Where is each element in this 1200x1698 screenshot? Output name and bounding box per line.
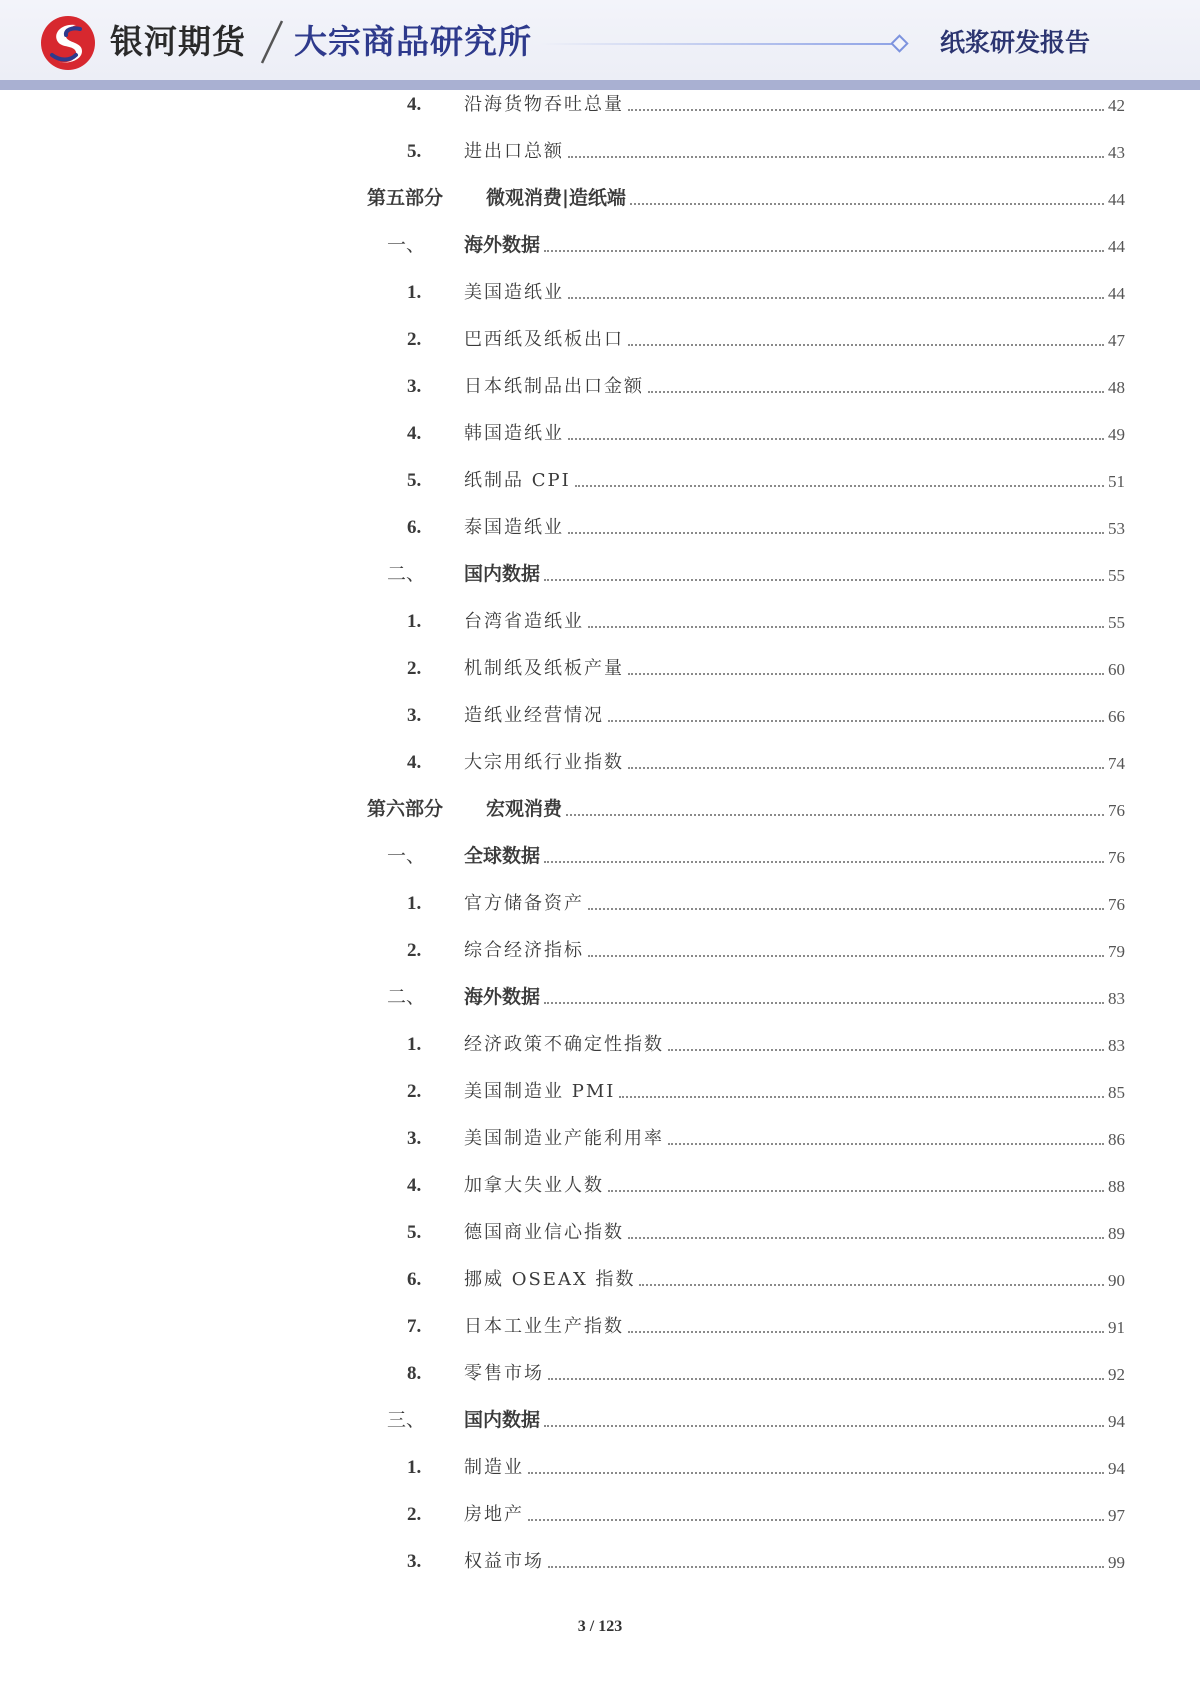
page-header — [0, 0, 1200, 80]
toc-entry[interactable] — [0, 1028, 1200, 1060]
toc-entry-title: 房地产 — [464, 1504, 524, 1525]
toc-entry-page: 91 — [1108, 1318, 1125, 1337]
toc-leader-dots — [528, 1519, 1104, 1521]
toc-entry-page: 97 — [1108, 1506, 1125, 1525]
toc-entry[interactable] — [0, 276, 1200, 308]
toc-entry-title: 进出口总额 — [464, 141, 564, 162]
toc-entry[interactable] — [0, 182, 1200, 214]
toc-entry[interactable] — [0, 887, 1200, 919]
toc-leader-dots — [668, 1143, 1104, 1145]
toc-leader-dots — [548, 1566, 1104, 1568]
toc-entry-title: 大宗用纸行业指数 — [464, 752, 624, 773]
toc-leader-dots — [544, 1002, 1104, 1004]
toc-leader-dots — [668, 1049, 1104, 1051]
yinhe-logo-icon — [40, 15, 96, 71]
toc-entry-title: 加拿大失业人数 — [464, 1175, 604, 1196]
toc-entry-page: 88 — [1108, 1177, 1125, 1196]
toc-entry-number: 5. — [407, 141, 422, 162]
toc-entry[interactable] — [0, 1122, 1200, 1154]
toc-entry-title: 韩国造纸业 — [464, 423, 564, 444]
toc-entry-number: 1. — [407, 1034, 422, 1055]
toc-leader-dots — [588, 908, 1104, 910]
toc-leader-dots — [630, 203, 1104, 205]
toc-entry[interactable] — [0, 699, 1200, 731]
toc-entry[interactable] — [0, 1310, 1200, 1342]
toc-entry-page: 83 — [1108, 989, 1125, 1008]
toc-entry-page: 76 — [1108, 848, 1125, 867]
slash-divider — [256, 17, 286, 67]
toc-entry-page: 48 — [1108, 378, 1125, 397]
toc-entry-number: 第五部分 — [367, 187, 444, 209]
toc-entry-title: 日本工业生产指数 — [464, 1316, 624, 1337]
toc-entry-number: 二、 — [387, 563, 426, 585]
toc-entry-page: 55 — [1108, 566, 1125, 585]
toc-entry-number: 1. — [407, 611, 422, 632]
toc-leader-dots — [568, 438, 1104, 440]
toc-leader-dots — [575, 485, 1104, 487]
toc-entry[interactable] — [0, 1404, 1200, 1436]
toc-entry-page: 76 — [1108, 895, 1125, 914]
toc-entry-number: 6. — [407, 517, 422, 538]
toc-leader-dots — [568, 297, 1104, 299]
toc-entry-number: 4. — [407, 1175, 422, 1196]
toc-leader-dots — [628, 344, 1104, 346]
toc-entry-title: 制造业 — [464, 1457, 524, 1478]
toc-entry-number: 2. — [407, 940, 422, 961]
diamond-icon — [890, 34, 908, 52]
toc-leader-dots — [639, 1284, 1104, 1286]
toc-entry-number: 1. — [407, 893, 422, 914]
toc-entry[interactable] — [0, 840, 1200, 872]
toc-entry-title: 权益市场 — [464, 1551, 544, 1572]
toc-entry-number: 3. — [407, 1551, 422, 1572]
toc-entry-page: 51 — [1108, 472, 1125, 491]
toc-entry-title: 造纸业经营情况 — [464, 705, 604, 726]
toc-entry-page: 47 — [1108, 331, 1125, 350]
toc-entry-page: 60 — [1108, 660, 1125, 679]
toc-entry-page: 66 — [1108, 707, 1125, 726]
toc-entry-title: 纸制品 CPI — [464, 470, 571, 491]
toc-entry-number: 7. — [407, 1316, 422, 1337]
toc-entry[interactable] — [0, 1216, 1200, 1248]
toc-entry-page: 44 — [1108, 237, 1125, 256]
toc-leader-dots — [568, 532, 1104, 534]
toc-entry-number: 第六部分 — [367, 798, 444, 820]
toc-leader-dots — [544, 1425, 1104, 1427]
toc-entry[interactable] — [0, 793, 1200, 825]
toc-entry-title: 美国造纸业 — [464, 282, 564, 303]
toc-leader-dots — [544, 861, 1104, 863]
toc-entry-title: 巴西纸及纸板出口 — [464, 329, 624, 350]
toc-entry-page: 83 — [1108, 1036, 1125, 1055]
toc-entry[interactable] — [0, 605, 1200, 637]
toc-leader-dots — [548, 1378, 1104, 1380]
toc-entry[interactable] — [0, 370, 1200, 402]
toc-entry[interactable] — [0, 135, 1200, 167]
toc-entry[interactable] — [0, 88, 1200, 120]
toc-entry[interactable] — [0, 1075, 1200, 1107]
toc-entry-page: 79 — [1108, 942, 1125, 961]
toc-entry[interactable] — [0, 981, 1200, 1013]
toc-entry-page: 94 — [1108, 1459, 1125, 1478]
toc-entry-page: 44 — [1108, 190, 1125, 209]
toc-entry-number: 2. — [407, 1504, 422, 1525]
toc-entry[interactable] — [0, 558, 1200, 590]
toc-entry[interactable] — [0, 511, 1200, 543]
toc-entry-title: 泰国造纸业 — [464, 517, 564, 538]
toc-entry-title: 美国制造业 PMI — [464, 1081, 616, 1102]
toc-entry-number: 一、 — [387, 234, 426, 256]
toc-leader-dots — [628, 767, 1104, 769]
toc-entry-title: 国内数据 — [464, 1409, 541, 1431]
toc-entry[interactable] — [0, 746, 1200, 778]
toc-leader-dots — [608, 720, 1104, 722]
toc-entry-title: 经济政策不确定性指数 — [464, 1034, 664, 1055]
toc-entry-page: 55 — [1108, 613, 1125, 632]
toc-entry-page: 44 — [1108, 284, 1125, 303]
toc-entry-number: 5. — [407, 1222, 422, 1243]
toc-entry-title: 微观消费|造纸端 — [486, 187, 626, 209]
toc-entry-title: 海外数据 — [464, 234, 541, 256]
page-indicator: 3 / 123 — [577, 1618, 623, 1635]
toc-entry-title: 官方储备资产 — [464, 893, 584, 914]
toc-entry-page: 85 — [1108, 1083, 1125, 1102]
toc-entry-title: 美国制造业产能利用率 — [464, 1128, 664, 1149]
toc-leader-dots — [528, 1472, 1104, 1474]
toc-entry-number: 3. — [407, 705, 422, 726]
toc-entry-page: 86 — [1108, 1130, 1125, 1149]
toc-entry-title: 全球数据 — [464, 845, 541, 867]
toc-entry-page: 99 — [1108, 1553, 1125, 1572]
toc-entry[interactable] — [0, 1263, 1200, 1295]
toc-entry-page: 90 — [1108, 1271, 1125, 1290]
toc-leader-dots — [566, 814, 1104, 816]
toc-entry-title: 国内数据 — [464, 563, 541, 585]
toc-entry-title: 德国商业信心指数 — [464, 1222, 624, 1243]
toc-entry-page: 89 — [1108, 1224, 1125, 1243]
report-title: 纸浆研发报告 — [940, 28, 1091, 57]
toc-entry[interactable] — [0, 1357, 1200, 1389]
toc-entry-number: 1. — [407, 282, 422, 303]
toc-entry[interactable] — [0, 1545, 1200, 1577]
toc-entry-title: 综合经济指标 — [464, 940, 584, 961]
brand-name: 银河期货 — [110, 22, 246, 61]
toc-entry-number: 2. — [407, 658, 422, 679]
toc-entry-number: 2. — [407, 1081, 422, 1102]
toc-entry[interactable] — [0, 652, 1200, 684]
toc-entry-title: 台湾省造纸业 — [464, 611, 584, 632]
toc-entry-number: 三、 — [387, 1409, 426, 1431]
toc-entry-title: 宏观消费 — [486, 798, 563, 820]
toc-entry-title: 机制纸及纸板产量 — [464, 658, 624, 679]
toc-entry-page: 53 — [1108, 519, 1125, 538]
toc-entry-page: 74 — [1108, 754, 1125, 773]
toc-entry-number: 4. — [407, 94, 422, 115]
toc-entry-title: 挪威 OSEAX 指数 — [464, 1269, 636, 1290]
toc-entry[interactable] — [0, 1498, 1200, 1530]
toc-entry[interactable] — [0, 464, 1200, 496]
toc-entry-page: 49 — [1108, 425, 1125, 444]
toc-entry-number: 2. — [407, 329, 422, 350]
toc-leader-dots — [544, 579, 1104, 581]
toc-entry[interactable] — [0, 1451, 1200, 1483]
toc-entry-number: 6. — [407, 1269, 422, 1290]
toc-leader-dots — [628, 1237, 1104, 1239]
toc-entry-number: 4. — [407, 423, 422, 444]
toc-leader-dots — [648, 391, 1104, 393]
toc-leader-dots — [568, 156, 1104, 158]
toc-entry-number: 二、 — [387, 986, 426, 1008]
toc-entry-number: 3. — [407, 1128, 422, 1149]
toc-entry[interactable] — [0, 417, 1200, 449]
toc-entry-number: 8. — [407, 1363, 422, 1384]
toc-entry-title: 零售市场 — [464, 1363, 544, 1384]
toc-entry[interactable] — [0, 229, 1200, 261]
toc-entry-page: 94 — [1108, 1412, 1125, 1431]
toc-leader-dots — [628, 673, 1104, 675]
toc-entry-page: 42 — [1108, 96, 1125, 115]
toc-entry-number: 4. — [407, 752, 422, 773]
toc-entry-page: 43 — [1108, 143, 1125, 162]
institute-name: 大宗商品研究所 — [294, 22, 532, 61]
toc-leader-dots — [588, 626, 1104, 628]
toc-entry-page: 76 — [1108, 801, 1125, 820]
toc-entry[interactable] — [0, 323, 1200, 355]
toc-entry-page: 92 — [1108, 1365, 1125, 1384]
toc-entry-title: 日本纸制品出口金额 — [464, 376, 644, 397]
toc-entry-number: 3. — [407, 376, 422, 397]
toc-entry[interactable] — [0, 934, 1200, 966]
toc-entry-number: 5. — [407, 470, 422, 491]
toc-entry-title: 海外数据 — [464, 986, 541, 1008]
toc-entry-number: 1. — [407, 1457, 422, 1478]
toc-leader-dots — [628, 109, 1104, 111]
toc-leader-dots — [588, 955, 1104, 957]
header-decor-line — [540, 43, 895, 45]
toc-leader-dots — [544, 250, 1104, 252]
toc-entry-number: 一、 — [387, 845, 426, 867]
toc-leader-dots — [619, 1096, 1104, 1098]
toc-entry[interactable] — [0, 1169, 1200, 1201]
toc-leader-dots — [608, 1190, 1104, 1192]
toc-entry-title: 沿海货物吞吐总量 — [464, 94, 624, 115]
toc-leader-dots — [628, 1331, 1104, 1333]
